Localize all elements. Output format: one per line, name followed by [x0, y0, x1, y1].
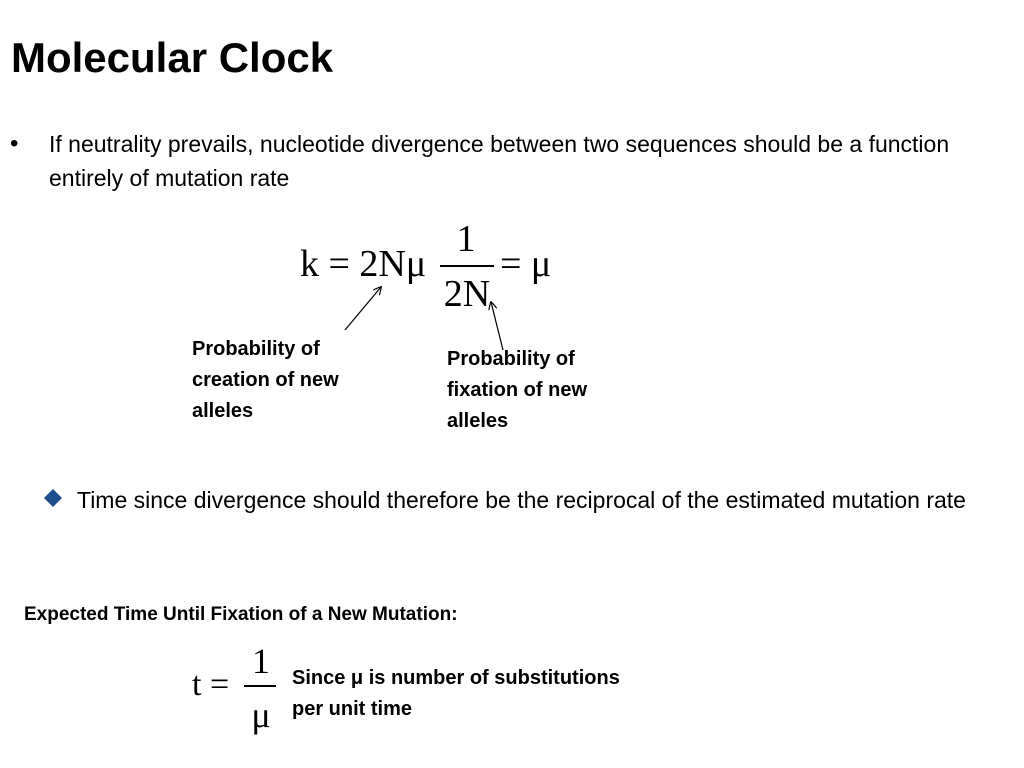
slide-title: Molecular Clock [11, 34, 334, 81]
equation-t-denominator: μ [251, 695, 271, 735]
equation-k-numerator: 1 [456, 218, 476, 260]
equation-k-rhs: = μ [500, 243, 552, 285]
equation-t-fraction-bar [244, 685, 276, 687]
diamond-icon [43, 488, 63, 508]
since-mu-note: Since μ is number of substitutions per unit time [292, 667, 620, 720]
label-probability-fixation: Probability of fixation of new alleles [447, 348, 587, 432]
label-probability-creation: Probability of creation of new alleles [192, 338, 339, 422]
bullet-neutrality-text: If neutrality prevails, nucleotide divergence between two sequences should be a function entirely of mutation rate [49, 131, 950, 191]
equation-k-lhs: k = 2Nμ [300, 243, 427, 285]
expected-time-heading: Expected Time Until Fixation of a New Mutation: [24, 604, 458, 625]
arrow-to-1-over-2n [491, 302, 503, 350]
equation-t-lhs: t = [192, 666, 230, 703]
arrow-to-2n-mu [345, 287, 381, 330]
equation-t-numerator: 1 [252, 641, 270, 681]
bullet-marker: • [10, 130, 19, 157]
equation-k-denominator: 2N [443, 273, 491, 315]
bullet-divergence-text: Time since divergence should therefore be the reciprocal of the estimated mutation rate [77, 487, 966, 513]
